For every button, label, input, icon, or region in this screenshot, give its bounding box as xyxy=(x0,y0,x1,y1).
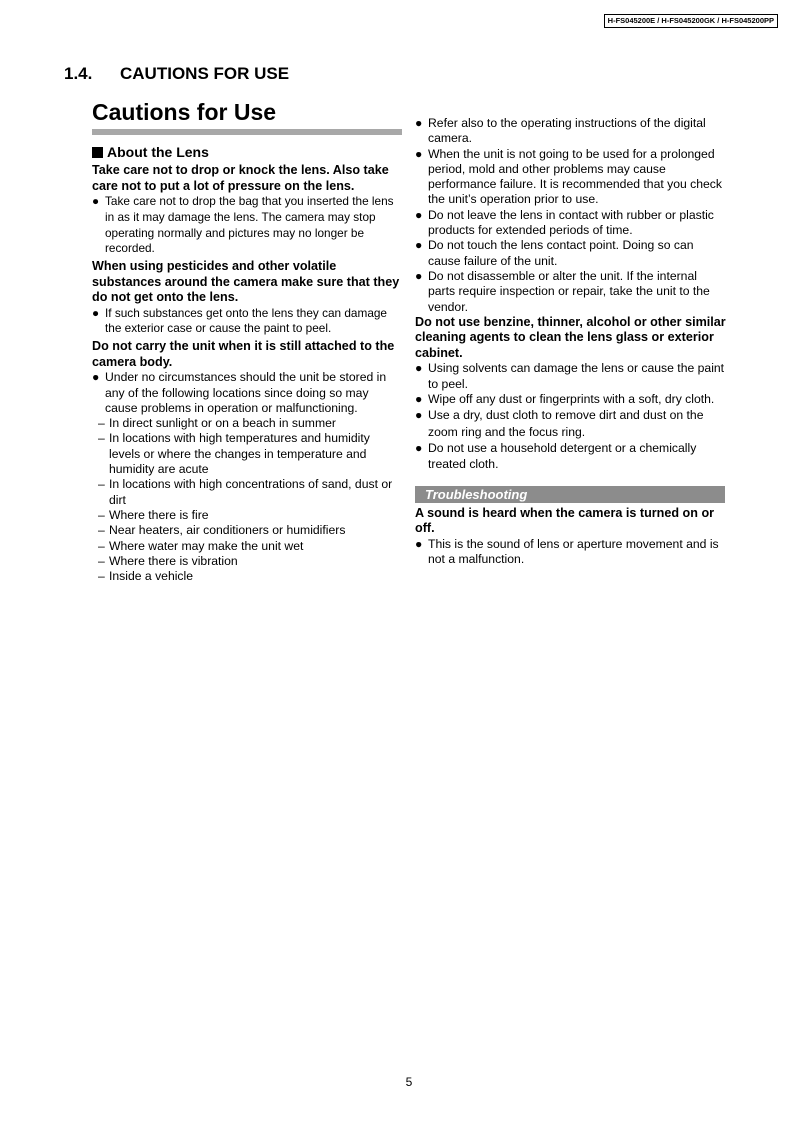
caution-drop-lens: Take care not to drop or knock the lens. Also take care not to put a lot of pressure on the lens. xyxy=(92,163,389,193)
bullet-text: Using solvents can damage the lens or cause the paint to peel. xyxy=(428,361,725,391)
dash-icon: – xyxy=(98,416,105,431)
dash-item xyxy=(92,523,402,538)
bullet-text: Do not touch the lens contact point. Doing so can cause failure of the unit. xyxy=(428,238,694,268)
section-number: 1.4. xyxy=(64,64,93,83)
bullet-icon: ● xyxy=(415,361,423,376)
bullet-icon: ● xyxy=(415,391,423,406)
dash-item xyxy=(92,554,402,569)
trouble-question: A sound is heard when the camera is turned on or off. xyxy=(415,505,715,536)
bullet-item xyxy=(415,537,727,568)
title-rule xyxy=(92,129,402,135)
dash-icon: – xyxy=(98,477,105,492)
dash-text: Near heaters, air conditioners or humidifiers xyxy=(109,523,346,538)
dash-text: Where there is vibration xyxy=(109,553,238,568)
bullet-item xyxy=(415,392,727,407)
dash-text: In locations with high concentrations of sand, dust or dirt xyxy=(109,477,393,507)
dash-icon: – xyxy=(98,553,105,568)
troubleshooting-header xyxy=(415,486,725,503)
bullet-text: Wipe off any dust or fingerprints with a soft, dry cloth. xyxy=(428,391,715,406)
bullet-icon: ● xyxy=(415,268,423,283)
bullet-item xyxy=(415,361,727,392)
bullet-icon: ● xyxy=(415,441,423,456)
about-lens-label: About the Lens xyxy=(107,144,209,160)
dash-icon: – xyxy=(98,538,105,553)
bullet-item xyxy=(415,238,727,269)
dash-text: In locations with high temperatures and humidity levels or where the changes in temperature and humidity are acute xyxy=(109,431,370,477)
bullet-text: Do not leave the lens in contact with rubber or plastic products for extended periods of time. xyxy=(428,207,714,238)
bullet-text: When the unit is not going to be used for a prolonged period, mold and other problems may cause performance failure. It is recommended that you check the unit’s operation prior to use. xyxy=(428,146,722,207)
bullet-item xyxy=(415,441,727,472)
bullet-icon: ● xyxy=(415,116,423,130)
model-numbers: H-FS045200E / H-FS045200GK / H-FS045200PP xyxy=(607,16,774,25)
about-lens-subhead xyxy=(92,143,402,161)
bullet-text: Take care not to drop the bag that you inserted the lens in as it may damage the lens. The camera may stop operating normally and pictures may no longer be recorded. xyxy=(105,194,394,256)
bullet-icon: ● xyxy=(415,408,423,423)
dash-icon: – xyxy=(98,523,105,538)
bullet-item xyxy=(92,306,402,338)
section-title: CAUTIONS FOR USE xyxy=(120,64,290,83)
bullet-item xyxy=(92,194,402,257)
bullet-text: If such substances get onto the lens they can damage the exterior case or cause the paint to peel. xyxy=(105,305,387,336)
dash-item xyxy=(92,477,402,508)
page-number: 5 xyxy=(405,1075,413,1089)
bullet-text: Do not use a household detergent or a chemically treated cloth. xyxy=(428,441,697,471)
bullet-item xyxy=(415,116,727,147)
bullet-item xyxy=(92,370,402,416)
dash-text: In direct sunlight or on a beach in summer xyxy=(109,416,336,431)
dash-text: Where water may make the unit wet xyxy=(109,538,304,553)
dash-text: Where there is fire xyxy=(109,507,209,522)
bullet-icon: ● xyxy=(415,146,423,161)
bullet-icon: ● xyxy=(415,536,423,551)
page-title: Cautions for Use xyxy=(92,99,277,125)
square-bullet-icon xyxy=(92,147,103,158)
model-numbers-box xyxy=(604,14,778,28)
bullet-text: Use a dry, dust cloth to remove dirt and dust on the zoom ring and the focus ring. xyxy=(428,408,704,440)
left-column xyxy=(92,98,402,584)
dash-icon: – xyxy=(98,569,105,584)
dash-icon: – xyxy=(98,507,105,522)
bullet-item xyxy=(415,147,727,208)
section-heading xyxy=(64,64,289,84)
bullet-icon: ● xyxy=(92,194,100,208)
dash-item xyxy=(92,539,402,554)
dash-text: Inside a vehicle xyxy=(109,569,194,584)
dash-item xyxy=(92,431,402,477)
bullet-icon: ● xyxy=(415,238,423,253)
trouble-answer: This is the sound of lens or aperture movement and is not a malfunction. xyxy=(428,536,719,567)
dash-item xyxy=(92,569,402,584)
troubleshooting-label: Troubleshooting xyxy=(425,486,528,502)
caution-cleaning-agents: Do not use benzine, thinner, alcohol or other similar cleaning agents to clean the lens glass or exterior cabinet. xyxy=(415,314,726,360)
bullet-text: Under no circumstances should the unit be stored in any of the following locations since doing so may cause problems in operation or malfunctioning. xyxy=(105,370,387,415)
bullet-icon: ● xyxy=(92,305,100,320)
bullet-text: Refer also to the operating instructions of the digital camera. xyxy=(428,116,706,146)
bullet-icon: ● xyxy=(415,207,423,222)
caution-pesticides: When using pesticides and other volatile substances around the camera make sure that they do not get onto the lens. xyxy=(92,259,400,305)
bullet-item xyxy=(415,269,727,315)
dash-item xyxy=(92,416,402,431)
caution-carry-unit: Do not carry the unit when it is still attached to the camera body. xyxy=(92,339,395,369)
right-column xyxy=(415,116,727,567)
bullet-item xyxy=(415,407,727,441)
bullet-text: Do not disassemble or alter the unit. If the internal parts require inspection or repair, take the unit to the vendor. xyxy=(428,268,710,314)
dash-item xyxy=(92,508,402,523)
dash-icon: – xyxy=(98,431,105,446)
bullet-icon: ● xyxy=(92,370,100,385)
bullet-item xyxy=(415,208,727,239)
